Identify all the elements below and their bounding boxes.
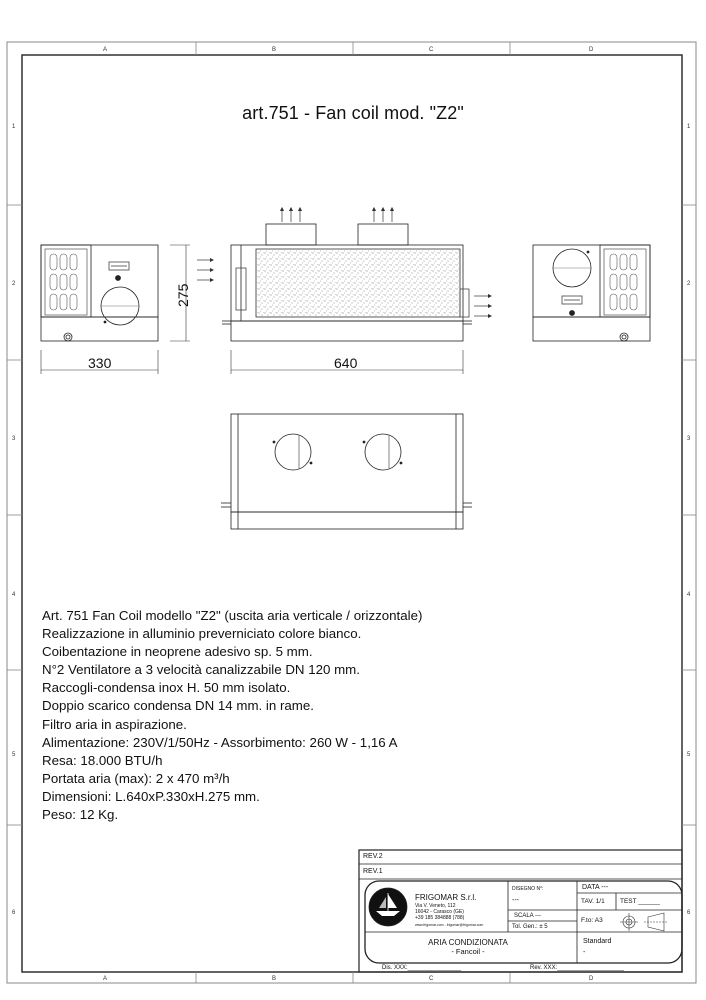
spec-line: Coibentazione in neoprene adesivo sp. 5 mm. <box>42 644 313 660</box>
company-name: FRIGOMAR S.r.l. <box>415 893 477 902</box>
spec-line: Filtro aria in aspirazione. <box>42 716 187 732</box>
subcategory-label: - Fancoil - <box>451 947 485 956</box>
category-label: ARIA CONDIZIONATA <box>428 938 508 947</box>
disegno-label: DISEGNO N°: <box>512 886 544 892</box>
company-web: www.frigomar.com - frigomar@frigomar.com <box>415 923 484 927</box>
spec-line: Peso: 12 Kg. <box>42 807 119 823</box>
zone-col-b-bottom: B <box>272 976 277 982</box>
zone-row-1-right: 1 <box>687 124 691 130</box>
formato-label: F.to: A3 <box>581 917 603 924</box>
spec-line: Portata aria (max): 2 x 470 m³/h <box>42 770 230 786</box>
zone-col-a: A <box>103 47 108 53</box>
scala-label: SCALA --- <box>514 913 542 919</box>
standard-value: - <box>583 949 586 956</box>
company-address1: Via V. Veneto, 112 <box>415 903 456 909</box>
zone-row-3: 3 <box>12 436 16 442</box>
inner-frame <box>22 55 682 972</box>
spec-line: Realizzazione in alluminio preverniciato colore bianco. <box>42 626 362 642</box>
air-out-arrows-right <box>474 296 490 316</box>
left-side-view <box>41 245 158 341</box>
disegno-value: --- <box>512 897 519 904</box>
tav-label: TAV. 1/1 <box>581 898 605 905</box>
rev2-label: REV.2 <box>363 853 383 860</box>
zone-col-a-bottom: A <box>103 976 108 982</box>
zone-col-d: D <box>589 47 594 53</box>
spec-line: Raccogli-condensa inox H. 50 mm isolato. <box>42 680 291 696</box>
zone-ticks <box>7 42 696 983</box>
dis-field: Dis. XXX:________________ <box>382 965 462 971</box>
zone-col-b: B <box>272 47 277 53</box>
spec-line: Art. 751 Fan Coil modello "Z2" (uscita aria verticale / orizzontale) <box>42 608 423 623</box>
dim-height: 275 <box>175 283 191 307</box>
zone-row-2: 2 <box>12 281 16 287</box>
right-side-view <box>533 245 650 341</box>
zone-row-4-right: 4 <box>687 592 691 598</box>
zone-row-5: 5 <box>12 752 16 758</box>
dim-depth: 330 <box>88 355 112 371</box>
zone-col-c: C <box>429 47 434 53</box>
top-view <box>221 414 472 529</box>
outer-frame <box>7 42 696 983</box>
air-in-arrows-left <box>197 260 212 280</box>
zone-row-6-right: 6 <box>687 910 691 916</box>
dim-length: 640 <box>334 355 358 371</box>
page-title: art.751 - Fan coil mod. "Z2" <box>242 103 464 123</box>
projection-symbol <box>620 913 668 931</box>
rev1-label: REV.1 <box>363 868 383 875</box>
zone-row-2-right: 2 <box>687 281 691 287</box>
zone-col-d-bottom: D <box>589 976 594 982</box>
rev-field: Rev. XXX:____________________ <box>530 965 624 971</box>
zone-col-c-bottom: C <box>429 976 434 982</box>
zone-row-5-right: 5 <box>687 752 691 758</box>
test-label: TEST ______ <box>620 898 660 905</box>
tolleranza-label: Tol. Gen.: ± 5 <box>512 924 548 930</box>
company-address2: 16042 - Carasco (GE) <box>415 909 464 915</box>
spec-line: Alimentazione: 230V/1/50Hz - Assorbimento: 260 W - 1,16 A <box>42 734 398 750</box>
zone-row-4: 4 <box>12 592 16 598</box>
frigomar-logo <box>369 888 407 926</box>
data-label: DATA --- <box>582 884 609 891</box>
spec-line: Resa: 18.000 BTU/h <box>42 752 163 768</box>
zone-row-3-right: 3 <box>687 436 691 442</box>
specifications-text <box>42 607 562 824</box>
standard-label: Standard <box>583 938 612 945</box>
zone-row-6: 6 <box>12 910 16 916</box>
spec-line: Dimensioni: L.640xP.330xH.275 mm. <box>42 788 260 804</box>
spec-line: Doppio scarico condensa DN 14 mm. in rame. <box>42 698 314 714</box>
air-out-arrows-up <box>282 209 392 222</box>
zone-row-1: 1 <box>12 124 16 130</box>
front-view <box>222 224 472 341</box>
company-phone: +39 185 384888 (788) <box>415 915 465 921</box>
spec-line: N°2 Ventilatore a 3 velocità canalizzabile DN 120 mm. <box>42 662 360 678</box>
